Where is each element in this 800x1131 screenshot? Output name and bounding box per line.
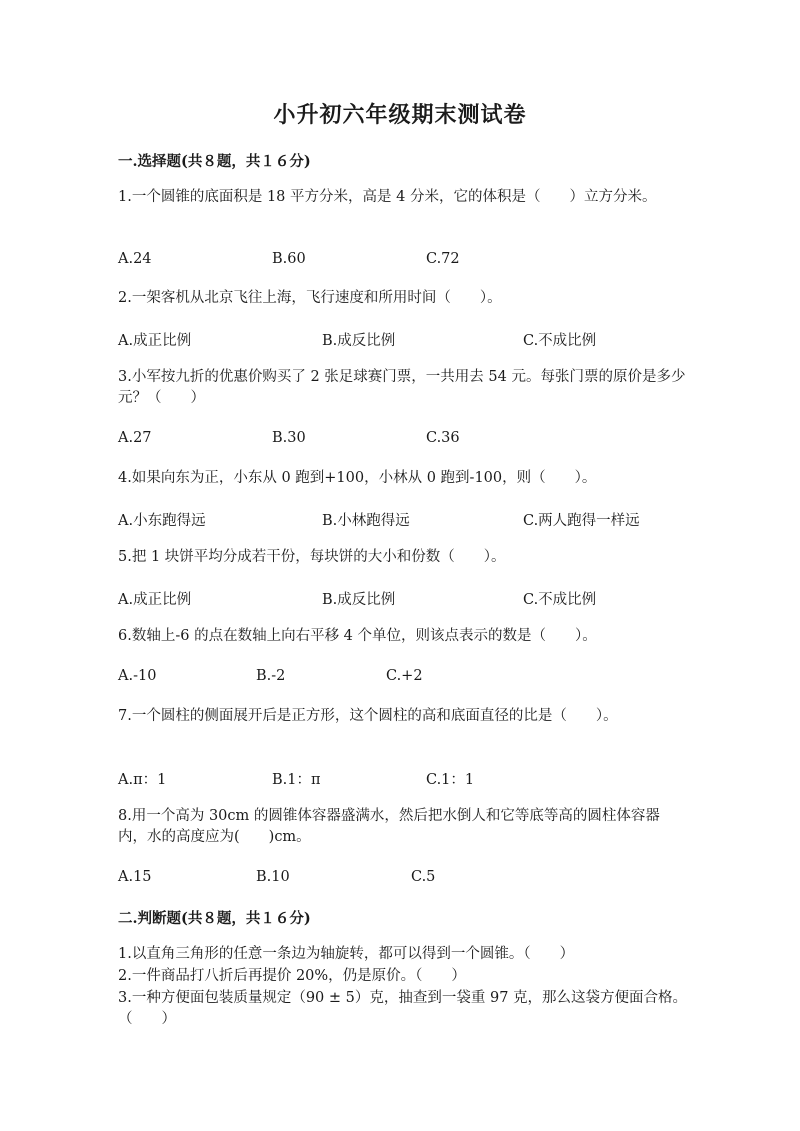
q4-option-c: C.两人跑得一样远 — [523, 513, 640, 529]
judgement-item: 2.一件商品打八折后再提价 20%，仍是原价。（ ） — [118, 968, 466, 984]
section-heading-judgement: 二.判断题(共８题，共１６分) — [118, 910, 311, 927]
question-7: 7.一个圆柱的侧面展开后是正方形，这个圆柱的高和底面直径的比是（ ）。 — [118, 708, 618, 724]
judgement-item: 3.一种方便面包装质量规定（90 ± 5）克，抽查到一袋重 97 克，那么这袋方便面合格。 （ ） — [118, 990, 709, 1027]
q8-option-b: B.10 — [256, 869, 290, 885]
question-8: 8.用一个高为 30cm 的圆锥体容器盛满水，然后把水倒人和它等底等高的圆柱体容器内，水的高度应为( )cm。 — [118, 808, 660, 845]
q1-option-b: B.60 — [272, 251, 306, 267]
q2-option-b: B.成反比例 — [322, 333, 396, 349]
q5-option-c: C.不成比例 — [523, 592, 597, 608]
judgement-item: 1.以直角三角形的任意一条边为轴旋转，都可以得到一个圆锥。（ ） — [118, 946, 575, 962]
page-title: 小升初六年级期末测试卷 — [273, 102, 527, 128]
q1-option-c: C.72 — [426, 251, 460, 267]
q5-option-a: A.成正比例 — [118, 592, 192, 608]
q7-option-b: B.1：π — [272, 772, 321, 788]
section-heading-choice: 一.选择题(共８题，共１６分) — [118, 153, 311, 170]
q6-option-b: B.-2 — [256, 668, 286, 684]
question-4: 4.如果向东为正，小东从 0 跑到+100，小林从 0 跑到-100，则（ ）。 — [118, 470, 597, 486]
q3-option-a: A.27 — [118, 430, 152, 446]
q8-option-c: C.5 — [411, 869, 436, 885]
question-6: 6.数轴上-6 的点在数轴上向右平移 4 个单位，则该点表示的数是（ ）。 — [118, 628, 597, 644]
q2-option-a: A.成正比例 — [118, 333, 192, 349]
q3-option-c: C.36 — [426, 430, 460, 446]
question-1: 1.一个圆锥的底面积是 18 平方分米，高是 4 分米，它的体积是（ ）立方分米。 — [118, 189, 657, 205]
q7-option-c: C.1：1 — [426, 772, 475, 788]
q4-option-a: A.小东跑得远 — [118, 513, 206, 529]
question-2: 2.一架客机从北京飞往上海，飞行速度和所用时间（ ）。 — [118, 290, 502, 306]
q2-option-c: C.不成比例 — [523, 333, 597, 349]
q6-option-a: A.-10 — [118, 668, 157, 684]
q7-option-a: A.π：1 — [118, 772, 167, 788]
q3-option-b: B.30 — [272, 430, 306, 446]
q5-option-b: B.成反比例 — [322, 592, 396, 608]
q8-option-a: A.15 — [118, 869, 152, 885]
q1-option-a: A.24 — [118, 251, 152, 267]
question-5: 5.把 1 块饼平均分成若干份，每块饼的大小和份数（ ）。 — [118, 549, 506, 565]
q6-option-c: C.+2 — [386, 668, 423, 684]
q4-option-b: B.小林跑得远 — [322, 513, 410, 529]
question-3: 3.小军按九折的优惠价购买了 2 张足球赛门票，一共用去 54 元。每张门票的原价是多少元？（ ） — [118, 369, 686, 406]
